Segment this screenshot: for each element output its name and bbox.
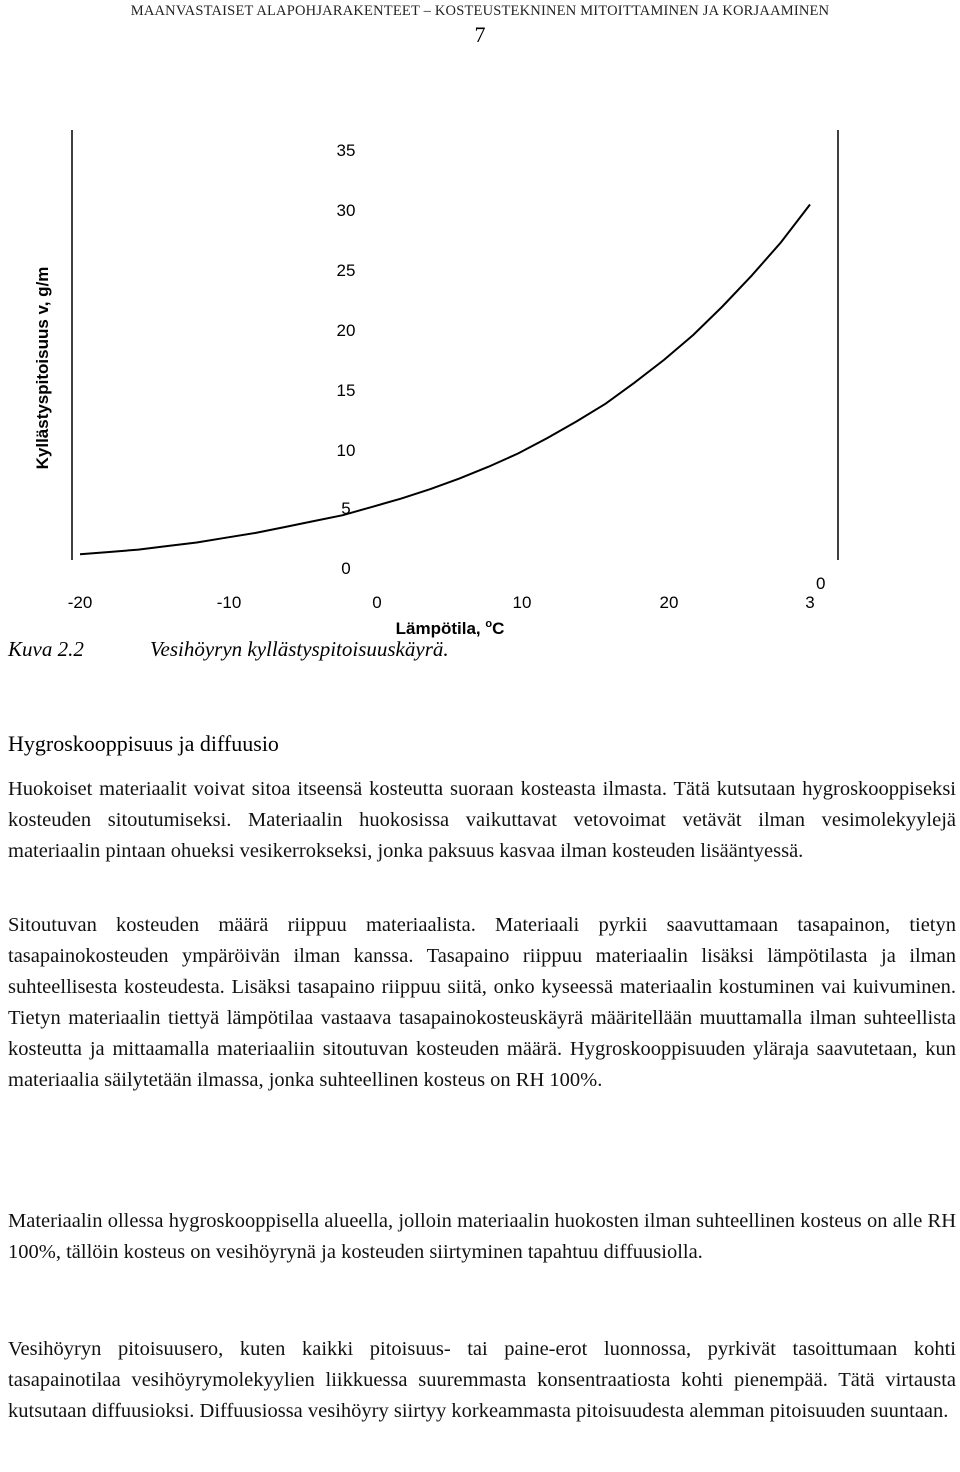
y-tick-label: 10 <box>336 441 356 460</box>
y-tick-label: 25 <box>336 261 356 280</box>
y-tick-label: 5 <box>341 499 351 518</box>
figure-caption-text: Vesihöyryn kyllästyspitoisuuskäyrä. <box>150 637 449 661</box>
running-header: MAANVASTAISET ALAPOHJARAKENTEET – KOSTEUSTEKNINEN MITOITTAMINEN JA KORJAAMINEN <box>130 3 830 19</box>
paragraph-1: Huokoiset materiaalit voivat sitoa itseensä kosteutta suoraan kosteasta ilmasta. Tätä kutsutaan hygroskooppiseksi kosteuden sitoutumiseksi. Materiaalin huokosissa vaikuttavat vetovoimat vetävät ilman vesimolekyylejä materiaalin pintaan ohueksi vesikerrokseksi, jonka paksuus kasvaa ilman kosteuden lisääntyessä. <box>8 778 956 862</box>
x-tick-label: 0 <box>372 593 382 612</box>
figure-number: Kuva 2.2 <box>8 637 84 661</box>
y-axis-label: Kyllästyspitoisuus v, g/m <box>33 266 52 470</box>
x-axis-end-label: 0 <box>816 574 826 593</box>
section-title: Hygroskooppisuus ja diffuusio <box>8 731 279 756</box>
x-tick-labels <box>68 593 815 612</box>
x-axis-label: Lämpötila, $^o$C <box>395 618 505 638</box>
figure-caption <box>8 637 449 662</box>
y-tick-label: 35 <box>336 141 356 160</box>
x-tick-label: 10 <box>512 593 532 612</box>
y-tick-label: 30 <box>336 201 356 220</box>
page-number: 7 <box>474 22 486 47</box>
y-tick-label: 15 <box>336 381 356 400</box>
saturation-curve <box>80 205 810 555</box>
paragraph-3: Materiaalin ollessa hygroskooppisella alueella, jolloin materiaalin huokosten ilman suhteellinen kosteus on alle RH 100%, tällöin kosteus on vesihöyrynä ja kosteuden siirtyminen tapahtuu diffuusiolla. <box>8 1210 956 1263</box>
x-tick-label: -10 <box>216 593 242 612</box>
paragraph-2: Sitoutuvan kosteuden määrä riippuu materiaalista. Materiaali pyrkii saavuttamaan tasapainon, tietyn tasapainokosteuden ympäröivän ilman kanssa. Tasapaino riippuu materiaalin lisäksi lämpötilasta ja ilman suhteellisesta kosteudesta. Lisäksi tasapaino riippuu siitä, onko kyseessä materiaalin kostuminen vai kuivuminen. Tietyn materiaalin tiettyä lämpötilaa vastaava tasapainokosteuskäyrä määritellään muuttamalla ilman suhteellista kosteutta ja mittaamalla materiaaliin sitoutuvan kosteuden määrä. Hygroskooppisuuden yläraja saavutetaan, kun materiaalia säilytetään ilmassa, jonka suhteellinen kosteus on RH 100%. <box>8 914 956 1091</box>
y-tick-label: 0 <box>341 559 351 578</box>
x-tick-label: -20 <box>67 593 93 612</box>
x-tick-label: 3 <box>805 593 815 612</box>
plot-area <box>72 130 838 560</box>
y-tick-label: 20 <box>336 321 356 340</box>
paragraph-4: Vesihöyryn pitoisuusero, kuten kaikki pitoisuus- tai paine-erot luonnossa, pyrkivät tasoittumaan kohti tasapainotilaa vesihöyrymolekyylien liikkuessa suuremmasta konsentraatiosta kohti pienempää. Tätä virtausta kutsutaan diffuusioksi. Diffuusiossa vesihöyry siirtyy korkeammasta pitoisuudesta alemman pitoisuuden suuntaan. <box>8 1338 956 1422</box>
saturation-chart <box>0 110 960 670</box>
x-tick-label: 20 <box>659 593 679 612</box>
